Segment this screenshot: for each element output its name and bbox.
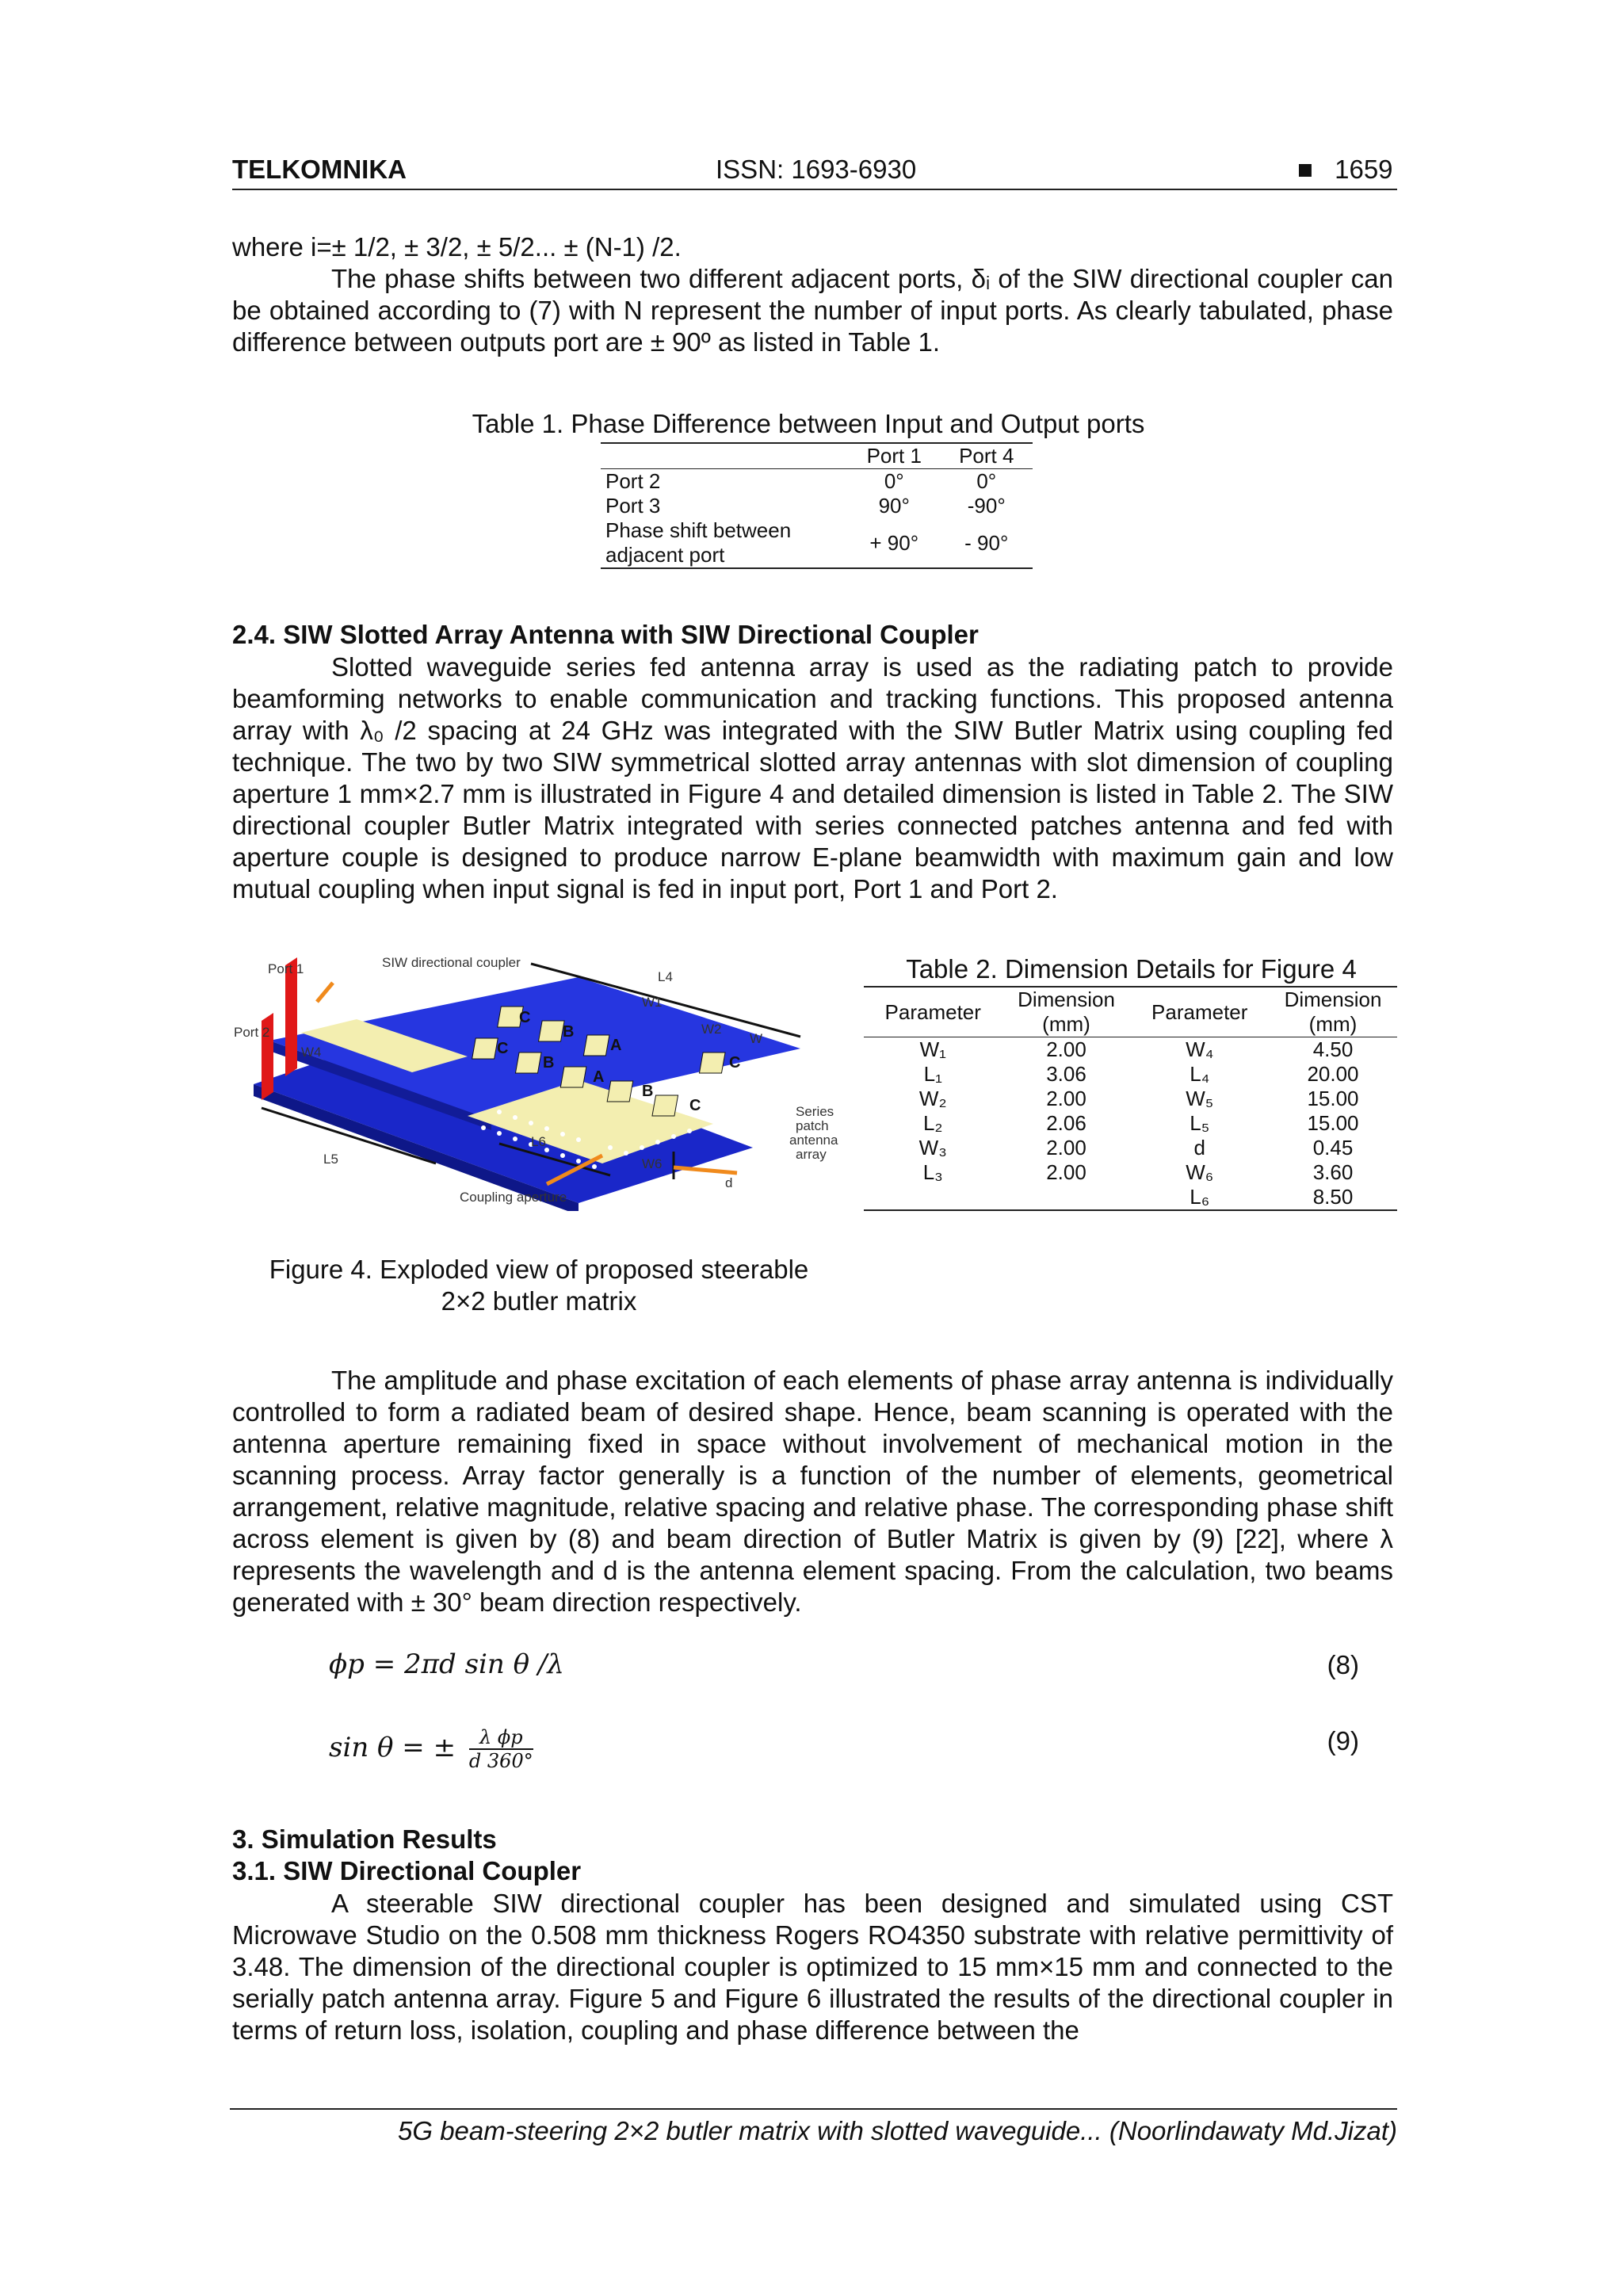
figure-4-drawing [230, 949, 864, 1211]
table-row: L₁ 3.06 L₄ 20.00 [923, 1062, 1359, 1086]
svg-text:A: A [593, 1068, 605, 1086]
header-rule [232, 189, 1397, 190]
label-siw-coupler: SIW directional coupler [382, 955, 521, 970]
svg-text:W: W [750, 1031, 763, 1046]
equation-8-number: (8) [1327, 1650, 1359, 1679]
svg-text:C: C [497, 1040, 509, 1057]
table-row: Phase shift between adjacent port + 90° - 90° [605, 518, 1009, 567]
table-row: L₆ 8.50 [1190, 1185, 1354, 1209]
table1-caption: Table 1. Phase Difference between Input and Output ports [472, 409, 1145, 438]
patch-label-c: C [519, 1009, 531, 1026]
body-text-2: The amplitude and phase excitation of each elements of phase array antenna is individually controlled to form a radiated beam of desired shape. Hence, beam scanning is operated with the antenna aperture remaining fixed in space without involvement of mechanical motion in the scanning process. Array factor generally is a function of the number of elements, geometrical arrangement, relative magnitude, relative spacing and relative phase. The corresponding phase shift across element is given by (8) and beam direction of Butler Matrix is given by (9) [22], where λ represents the wavelength and d is the antenna element spacing. From the calculation, two beams generated with ± 30° beam direction respectively. [232, 1366, 1393, 1617]
journal-name: TELKOMNIKA [232, 155, 407, 184]
svg-text:d: d [725, 1175, 733, 1190]
table2-caption: Table 2. Dimension Details for Figure 4 [906, 954, 1357, 984]
page-marker: ■ [1297, 155, 1313, 184]
section-3-heading: 3. Simulation Results [232, 1824, 497, 1854]
label-port-1: Port 1 [268, 961, 304, 976]
svg-text:W1: W1 [642, 995, 663, 1010]
footer-text: 5G beam-steering 2×2 butler matrix with slotted waveguide... (Noorlindawaty Md.Jizat) [398, 2116, 1397, 2145]
table-row: W₁ 2.00 W₄ 4.50 [919, 1037, 1354, 1061]
label-coupling-aperture: Coupling aperture [460, 1190, 567, 1205]
table-row: Port 2 0° 0° [605, 469, 997, 493]
equation-9-number: (9) [1327, 1726, 1359, 1755]
footer-rule [230, 2108, 1397, 2110]
table-row: L₂ 2.06 L₅ 15.00 [922, 1111, 1359, 1135]
figure-4 [230, 949, 864, 1211]
equation-9: sin θ = ± $\frac{\text{λ ϕp}}{d 360^\circ}$ [329, 1726, 533, 1772]
section-3-1-heading: 3.1. SIW Directional Coupler [232, 1856, 582, 1885]
issn: ISSN: 1693-6930 [716, 155, 917, 184]
svg-text:Series: Series [796, 1104, 834, 1119]
table-row: W₂ 2.00 W₅ 15.00 [918, 1087, 1359, 1110]
svg-text:L6: L6 [531, 1134, 546, 1149]
equation-8: ϕp = 2πd sin θ /λ [329, 1648, 564, 1680]
svg-text:W2: W2 [701, 1022, 722, 1037]
svg-text:A: A [610, 1037, 622, 1054]
section-3-1-text: A steerable SIW directional coupler has been designed and simulated using CST Microwave Studio on the 0.508 mm thickness Rogers RO4350 substrate with relative permittivity of 3.48. The dimension of the directional coupler is optimized to 15 mm×15 mm and connected to the serially patch antenna array. Figure 5 and Figure 6 illustrated the results of the directional coupler in terms of return loss, isolation, coupling and phase difference between the [232, 1889, 1393, 2045]
table1: Port 1 Port 4 Port 2 0° 0° Port 3 90° -90° Phase shift between adjacent port + 90° - 90° [601, 442, 1033, 569]
page-number: ■ 1659 [1297, 155, 1393, 184]
svg-text:C: C [689, 1097, 701, 1114]
svg-text:B: B [563, 1023, 575, 1041]
svg-text:B: B [543, 1054, 555, 1072]
table-row: L₃ 2.00 W₆ 3.60 [922, 1160, 1354, 1184]
table-row: Port 3 90° -90° [605, 494, 1006, 518]
svg-text:antenna: antenna [789, 1133, 838, 1148]
svg-text:L4: L4 [658, 969, 673, 984]
svg-text:patch: patch [796, 1118, 829, 1133]
label-port-2: Port 2 [234, 1025, 270, 1040]
svg-text:array: array [796, 1147, 827, 1162]
intro-text: where i=± 1/2, ± 3/2, ± 5/2... ± (N-1) /2. The phase shifts between two different adjacent ports, δᵢ of the SIW directional coupler can be obtained according to (7) with N represent the number of input ports. As clearly tabulated, phase difference between outputs port are ± 90º as listed in Table 1. [232, 232, 1393, 357]
svg-text:W4: W4 [301, 1045, 322, 1060]
svg-text:W6: W6 [642, 1156, 663, 1171]
svg-text:L5: L5 [323, 1152, 338, 1167]
table-row: W₃ 2.00 d 0.45 [918, 1136, 1354, 1159]
figure4-caption: Figure 4. Exploded view of proposed steerable 2×2 butler matrix [269, 1255, 809, 1316]
svg-text:C: C [729, 1054, 741, 1072]
section-2-4-heading: 2.4. SIW Slotted Array Antenna with SIW Directional Coupler [232, 620, 979, 649]
svg-text:B: B [642, 1083, 654, 1100]
section-2-4-text: Slotted waveguide series fed antenna array is used as the radiating patch to provide beamforming networks to enable communication and tracking functions. This proposed antenna array with λ₀ /2 spacing at 24 GHz was integrated with the SIW Butler Matrix using coupling fed technique. The two by two SIW symmetrical slotted array antennas with slot dimension of coupling aperture 1 mm×2.7 mm is illustrated in Figure 4 and detailed dimension is listed in Table 2. The SIW directional coupler Butler Matrix integrated with series connected patches antenna and fed with aperture couple is designed to produce narrow E-plane beamwidth with maximum gain and low mutual coupling when input signal is fed in input port, Port 1 and Port 2. [232, 652, 1393, 904]
table2: Parameter Dimension (mm) Parameter Dimension (mm) W₁ 2.00 W₄ 4.50 L₁ 3.06 L₄ 20.00 W₂ 2.00 W₅ 15.00 L₂ 2.06 L₅ 15.00 W₃ 2.00 d 0.45 L₃ 2.00 W₆ 3.60 L₆ 8.50 [864, 986, 1397, 1211]
